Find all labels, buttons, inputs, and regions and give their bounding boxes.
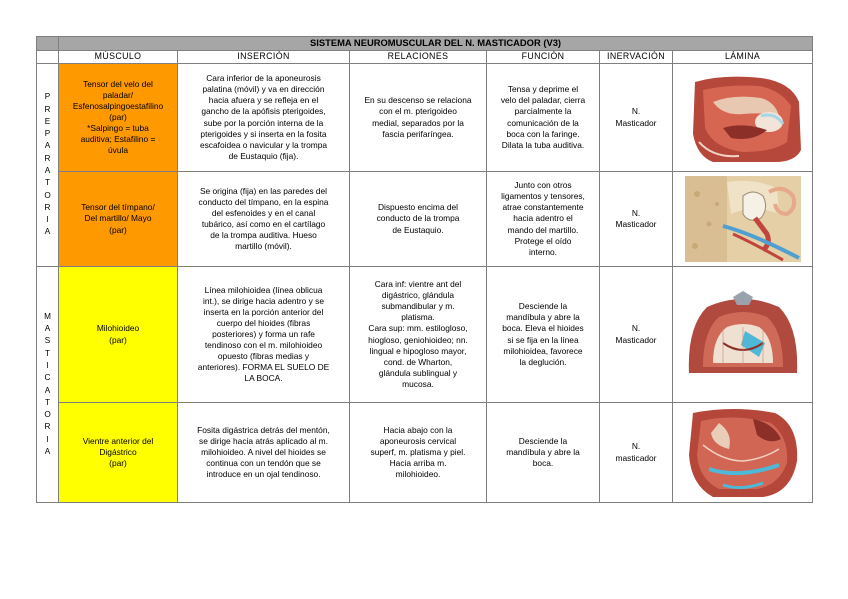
table-row [37,64,813,172]
table-title: SISTEMA NEUROMUSCULAR DEL N. MASTICADOR (V3) [59,37,813,51]
table-row [37,403,813,503]
group-label-masticatoria: M A S T I C A T O R I A [37,267,59,503]
relations-cell: En su descenso se relaciona con el m. pterigoideo medial, separados por la fascia perifaríngea. [350,64,487,172]
lamina-cell [673,403,813,503]
neuromuscular-table [36,36,813,503]
header-row [37,51,813,64]
innervation-cell: N. Masticador [600,267,673,403]
relations-cell: Cara inf: vientre ant del digástrico, glándula submandibular y m. platisma. Cara sup: mm. estilogloso, hiogloso, geniohioideo; nn. lingual e hipogloso mayor, cond. de Wharton, glándula sublingual y mucosa. [350,267,487,403]
header-blank [37,51,59,64]
muscle-cell: Tensor del tímpano/ Del martillo/ Mayo (par) [59,172,178,267]
innervation-cell: N. Masticador [600,172,673,267]
header-relaciones: RELACIONES [350,51,487,64]
header-inervacion: INERVACIÓN [600,51,673,64]
table-row [37,172,813,267]
mouth-floor-anatomy-image [683,287,803,383]
muscle-cell: Vientre anterior del Digástrico (par) [59,403,178,503]
corner-cell [37,37,59,51]
palate-anatomy-image [683,72,803,164]
muscle-cell: Tensor del velo del paladar/ Esfenosalpingoestafilino (par) *Salpingo = tuba auditiva; Estafilino = úvula [59,64,178,172]
title-row [37,37,813,51]
middle-ear-anatomy-image [683,174,803,264]
muscle-cell: Milohioideo (par) [59,267,178,403]
header-insercion: INSERCIÓN [178,51,350,64]
header-lamina: LÁMINA [673,51,813,64]
table-row [37,267,813,403]
header-musculo: MÚSCULO [59,51,178,64]
function-cell: Desciende la mandíbula y abre la boca. Eleva el hioides si se fija en la línea milohioidea, favorece la deglución. [487,267,600,403]
insertion-cell: Cara inferior de la aponeurosis palatina (móvil) y va en dirección hacia afuera y se refleja en el gancho de la apófisis pterigoides, sube por la porción interna de la pterigoides y si inserta en la fosita escafoidea o navicular y la trompa de Eustaquio (fija). [178,64,350,172]
innervation-cell: N. masticador [600,403,673,503]
group-label-preparatoria: P R E P A R A T O R I A [37,64,59,267]
function-cell: Desciende la mandíbula y abre la boca. [487,403,600,503]
digastric-anatomy-image [683,405,803,501]
relations-cell: Hacia abajo con la aponeurosis cervical superf, m. platisma y piel. Hacia arriba m. milohioideo. [350,403,487,503]
insertion-cell: Línea milohioidea (línea oblicua int.), se dirige hacia adentro y se inserta en la porción anterior del cuerpo del hioides (fibras posteriores) y forma un rafe tendinoso con el m. milohioideo opuesto (fibras medias y anteriores). FORMA EL SUELO DE LA BOCA. [178,267,350,403]
lamina-cell [673,172,813,267]
function-cell: Junto con otros ligamentos y tensores, atrae constantemente hacia adentro el mando del martillo. Protege el oído interno. [487,172,600,267]
innervation-cell: N. Masticador [600,64,673,172]
insertion-cell: Fosita digástrica detrás del mentón, se dirige hacia atrás aplicado al m. milohioideo. A nivel del hioides se continua con un tendón que se introduce en un ojal tendinoso. [178,403,350,503]
lamina-cell [673,267,813,403]
function-cell: Tensa y deprime el velo del paladar, cierra parcialmente la comunicación de la boca con la faringe. Dilata la tuba auditiva. [487,64,600,172]
lamina-cell [673,64,813,172]
insertion-cell: Se origina (fija) en las paredes del conducto del tímpano, en la espina del esfenoides y en el canal tubárico, así como en el cartílago de la trompa auditiva. Hueso martillo (móvil). [178,172,350,267]
header-funcion: FUNCIÓN [487,51,600,64]
relations-cell: Dispuesto encima del conducto de la trompa de Eustaquio. [350,172,487,267]
